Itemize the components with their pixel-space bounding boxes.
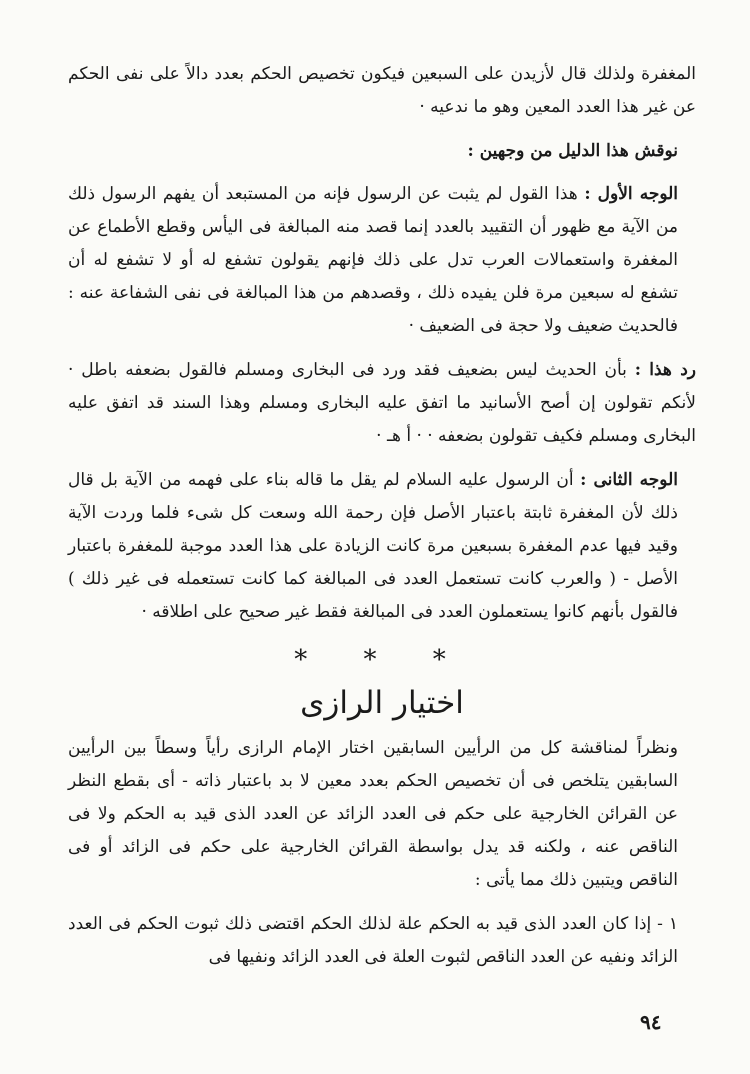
second-aspect-label: الوجه الثانى : — [580, 470, 678, 490]
paragraph-first-aspect — [68, 178, 696, 343]
paragraph-rebuttal — [68, 354, 696, 453]
first-aspect-label: الوجه الأول : — [584, 184, 679, 204]
paragraph-razi: ونظراً لمناقشة كل من الرأيين السابقين اختار الإمام الرازى رأياً وسطاً بين الرأيين السابقين يتلخص فى أن تخصيص الحكم بعدد معين لا بد باعتبار ذاته - أى بقطع النظر عن القرائن الخارجية على حكم فى العدد الزائد عن العدد الذى قيد به الحكم ولا فى الناقص عنه ، ولكنه قد يدل بواسطة القرائن الخارجية على حكم فى الزائد أو فى الناقص ويتبين ذلك مما يأتى : — [68, 738, 678, 890]
paragraph-intro: المغفرة ولذلك قال لأزيدن على السبعين فيكون تخصيص الحكم بعدد دالاً على نفى الحكم عن غير هذا العدد المعين وهو ما ندعيه · — [68, 64, 696, 117]
section-title-razi: اختيار الرازى — [300, 685, 464, 721]
paragraph-second-aspect — [68, 464, 696, 629]
rebuttal-text: بأن الحديث ليس بضعيف فقد ورد فى البخارى ومسلم فالقول بضعفه باطل · لأنكم تقولون إن أصح الأسانيد ما اتفق عليه البخارى ومسلم وهذا السند قد اتفق عليه البخارى ومسلم فكيف تقولون بضعفه · · أ هـ · — [68, 360, 696, 446]
page-body — [68, 58, 696, 985]
page-number: ٩٤ — [640, 1010, 662, 1034]
rebuttal-label: رد هذا : — [634, 360, 696, 380]
second-aspect-text: أن الرسول عليه السلام لم يقل ما قاله بناء على فهمه من الآية بل قال ذلك لأن المغفرة ثابتة باعتبار الأصل فإن رحمة الله وسعت كل شىء فلما وردت الآية وقيد فيها عدم المغفرة بسبعين مرة كانت الزيادة على هذا العدد موجبة للمغفرة باعتبار الأصل - ( والعرب كانت تستعمل العدد فى المبالغة كما كانت تستعمله فى غير ذلك ) فالقول بأنهم كانوا يستعملون العدد فى المبالغة فقط غير صحيح على اطلاقه · — [68, 470, 678, 622]
first-aspect-text: هذا القول لم يثبت عن الرسول فإنه من المستبعد أن يفهم الرسول ذلك من الآية مع ظهور أن التقييد بالعدد إنما قصد منه المبالغة فى اليأس وقطع الأطماع عن المغفرة واستعمالات العرب تدل على ذلك فإنهم يقولون تشفع له أو لا تشفع له أن تشفع له سبعين مرة فلن يفيده ذلك ، وقصدهم من هذا المبالغة فى نفى الشفاعة عنه : فالحديث ضعيف ولا حجة فى الضعيف · — [68, 184, 678, 336]
section-separator-stars: * * * — [294, 645, 470, 675]
subheading-objections: نوقش هذا الدليل من وجهين : — [467, 141, 678, 161]
paragraph-item-1: ١ - إذا كان العدد الذى قيد به الحكم علة لذلك الحكم اقتضى ذلك ثبوت الحكم فى العدد الزائد ونفيه عن العدد الناقص لثبوت العلة فى العدد الزائد ونفيها فى — [68, 914, 678, 967]
